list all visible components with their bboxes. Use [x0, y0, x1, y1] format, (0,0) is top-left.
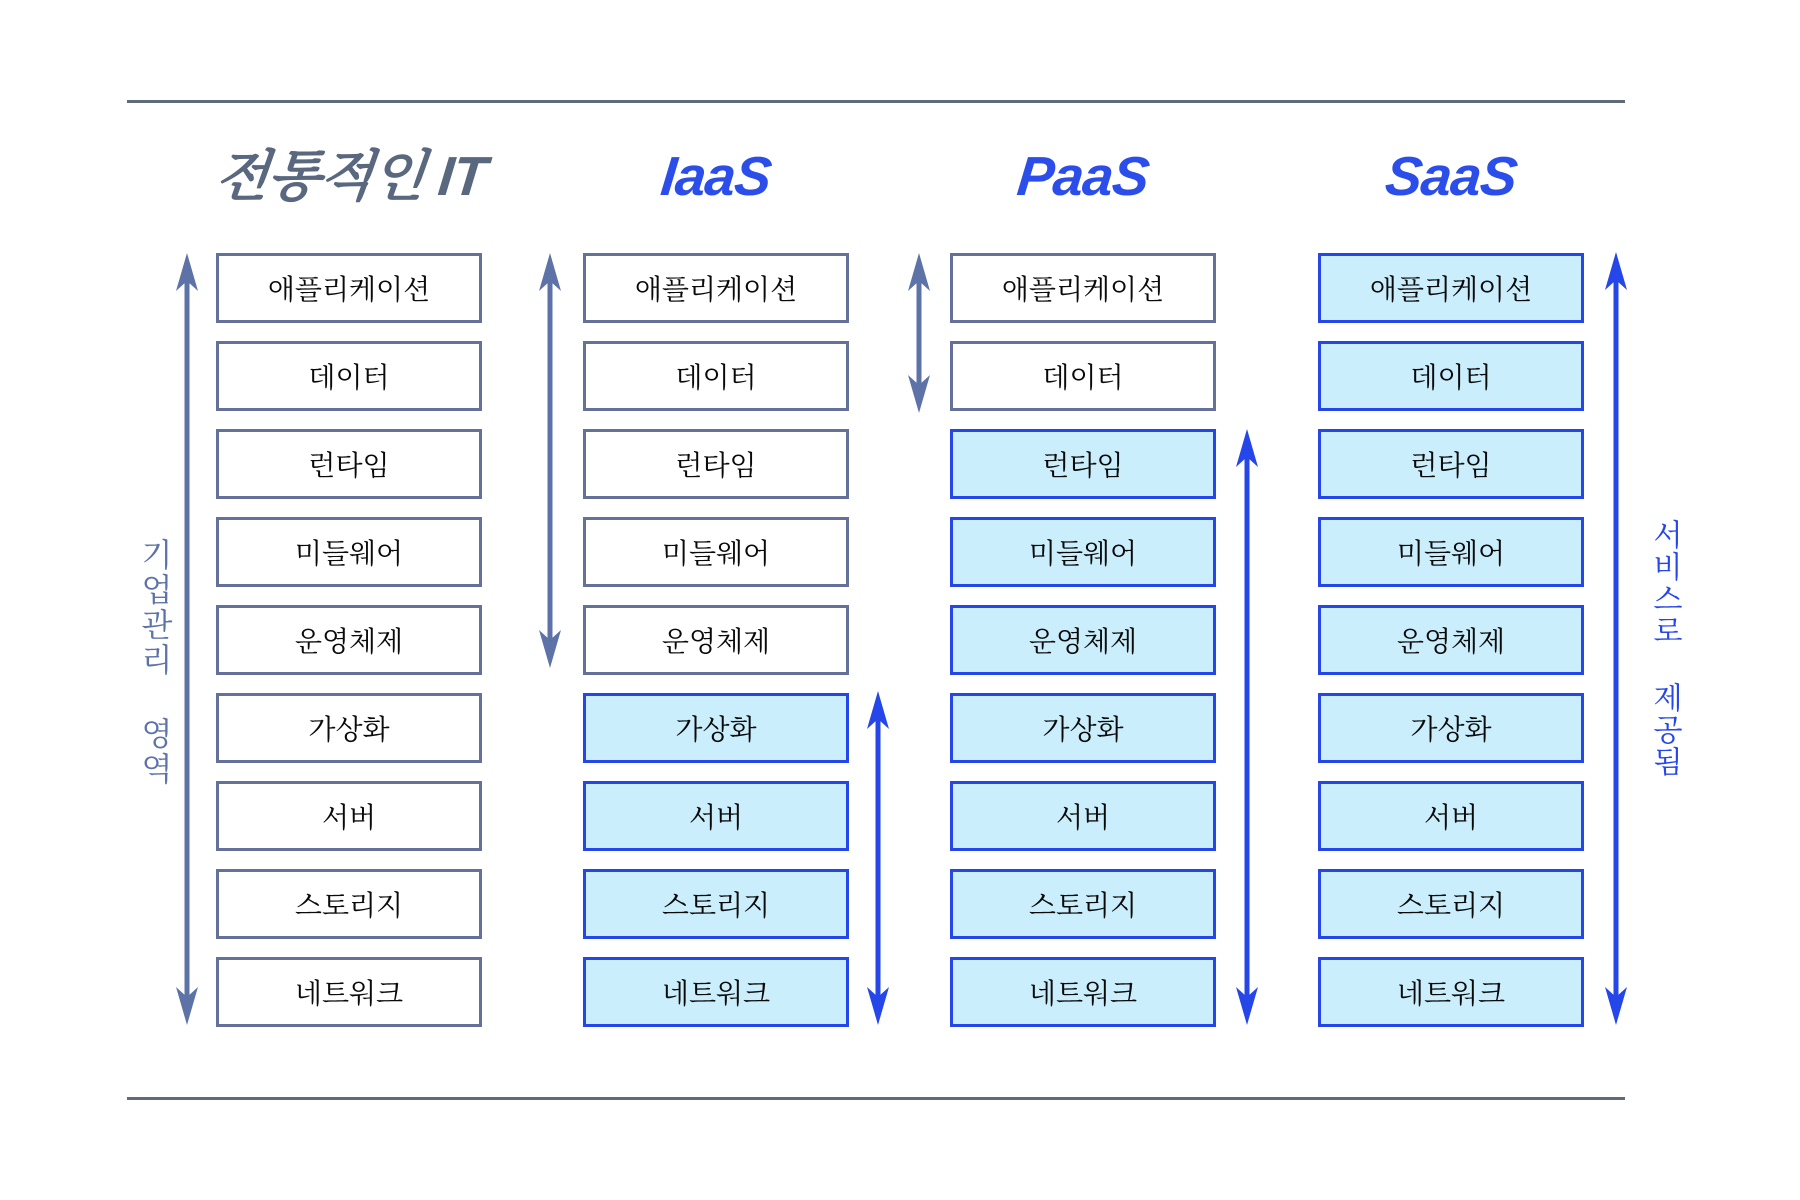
- stack-box-iaas-layer-8: 스토리지: [583, 869, 849, 939]
- stack-box-paas-layer-9: 네트워크: [950, 957, 1216, 1027]
- stack-box-paas-layer-5: 운영체제: [950, 605, 1216, 675]
- stack-box-saas-layer-9: 네트워크: [1318, 957, 1584, 1027]
- stack-box-iaas-layer-7: 서버: [583, 781, 849, 851]
- stack-box-traditional_it-layer-3: 런타임: [216, 429, 482, 499]
- stack-box-paas-layer-7: 서버: [950, 781, 1216, 851]
- stack-box-traditional_it-layer-6: 가상화: [216, 693, 482, 763]
- top-divider-line: [127, 100, 1625, 103]
- stack-box-paas-layer-4: 미들웨어: [950, 517, 1216, 587]
- stack-box-saas-layer-5: 운영체제: [1318, 605, 1584, 675]
- paas-managed-scope-arrow: [904, 253, 934, 413]
- stack-box-iaas-layer-3: 런타임: [583, 429, 849, 499]
- column-header-traditional-it: 전통적인 IT: [212, 145, 489, 207]
- stack-box-saas-layer-4: 미들웨어: [1318, 517, 1584, 587]
- iaas-service-scope-arrow: [863, 691, 893, 1025]
- stack-box-iaas-layer-1: 애플리케이션: [583, 253, 849, 323]
- paas-service-scope-arrow: [1232, 429, 1262, 1025]
- stack-box-traditional_it-layer-9: 네트워크: [216, 957, 482, 1027]
- stack-box-saas-layer-6: 가상화: [1318, 693, 1584, 763]
- saas-service-scope-arrow: [1601, 252, 1631, 1025]
- stack-box-traditional_it-layer-1: 애플리케이션: [216, 253, 482, 323]
- stack-box-iaas-layer-2: 데이터: [583, 341, 849, 411]
- stack-box-saas-layer-7: 서버: [1318, 781, 1584, 851]
- stack-box-saas-layer-2: 데이터: [1318, 341, 1584, 411]
- stack-box-paas-layer-3: 런타임: [950, 429, 1216, 499]
- stack-box-iaas-layer-9: 네트워크: [583, 957, 849, 1027]
- stack-box-saas-layer-3: 런타임: [1318, 429, 1584, 499]
- column-header-saas: SaaS: [1382, 145, 1520, 207]
- it-managed-scope-arrow: [172, 253, 202, 1025]
- stack-box-paas-layer-2: 데이터: [950, 341, 1216, 411]
- stack-box-traditional_it-layer-8: 스토리지: [216, 869, 482, 939]
- stack-box-paas-layer-8: 스토리지: [950, 869, 1216, 939]
- stack-box-paas-layer-6: 가상화: [950, 693, 1216, 763]
- stack-box-iaas-layer-5: 운영체제: [583, 605, 849, 675]
- stack-box-paas-layer-1: 애플리케이션: [950, 253, 1216, 323]
- stack-box-traditional_it-layer-4: 미들웨어: [216, 517, 482, 587]
- stack-box-saas-layer-8: 스토리지: [1318, 869, 1584, 939]
- column-header-iaas: IaaS: [658, 145, 774, 207]
- provided-as-service-scope-label: 서비스로 제공됨: [1648, 519, 1681, 778]
- stack-box-traditional_it-layer-2: 데이터: [216, 341, 482, 411]
- column-header-paas: PaaS: [1014, 145, 1152, 207]
- enterprise-managed-scope-label: 기업관리 영역: [137, 538, 173, 787]
- bottom-divider-line: [127, 1097, 1625, 1100]
- iaas-managed-scope-arrow: [535, 253, 565, 668]
- stack-box-saas-layer-1: 애플리케이션: [1318, 253, 1584, 323]
- stack-box-traditional_it-layer-7: 서버: [216, 781, 482, 851]
- stack-box-traditional_it-layer-5: 운영체제: [216, 605, 482, 675]
- stack-box-iaas-layer-6: 가상화: [583, 693, 849, 763]
- stack-box-iaas-layer-4: 미들웨어: [583, 517, 849, 587]
